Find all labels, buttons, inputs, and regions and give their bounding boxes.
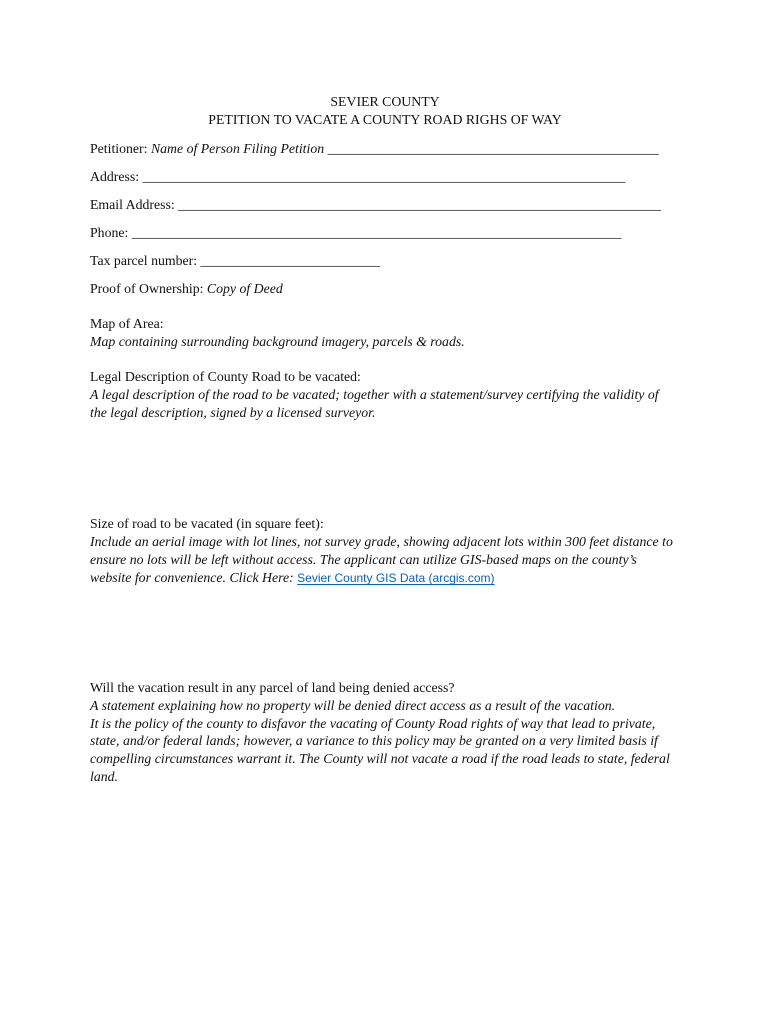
phone-label: Phone: xyxy=(90,225,129,240)
size-description-line: website for convenience. Click Here: xyxy=(90,570,294,585)
legal-description-line: A legal description of the road to be vacated; together with a statement/survey certifying the validity of xyxy=(90,387,659,402)
access-description-line: compelling circumstances warrant it. The County will not vacate a road if the road leads to state, federal xyxy=(90,751,670,767)
address-label: Address: xyxy=(90,169,140,184)
petitioner-label: Petitioner: xyxy=(90,141,148,156)
address-line xyxy=(90,168,625,186)
phone-blank: _______________________________________________________________________ xyxy=(131,225,622,240)
size-section xyxy=(90,515,673,587)
tax-parcel-blank: __________________________ xyxy=(200,253,380,268)
proof-of-ownership-line xyxy=(90,280,283,298)
gis-data-link[interactable]: Sevier County GIS Data (arcgis.com) xyxy=(297,571,495,585)
map-section xyxy=(90,315,465,351)
county-name: SEVIER COUNTY xyxy=(330,94,440,109)
tax-parcel-label: Tax parcel number: xyxy=(90,253,198,268)
size-description-line: ensure no lots will be left without access. The applicant can utilize GIS-based maps on the county’s xyxy=(90,552,637,567)
petitioner-blank: ________________________________________________ xyxy=(327,141,659,156)
address-blank: ______________________________________________________________________ xyxy=(142,169,626,184)
legal-section xyxy=(90,368,659,422)
legal-description-line: the legal description, signed by a licensed surveyor. xyxy=(90,405,376,420)
access-description-line: A statement explaining how no property will be denied direct access as a result of the vacation. xyxy=(90,697,616,713)
tax-parcel-line xyxy=(90,252,380,270)
access-description-line: It is the policy of the county to disfavor the vacating of County Road rights of way that lead to private, xyxy=(90,715,656,731)
legal-heading: Legal Description of County Road to be vacated: xyxy=(90,369,361,384)
map-description: Map containing surrounding background imagery, parcels & roads. xyxy=(90,334,465,349)
access-description-line: land. xyxy=(90,768,118,784)
email-label: Email Address: xyxy=(90,197,175,212)
proof-label: Proof of Ownership: xyxy=(90,281,204,296)
size-heading: Size of road to be vacated (in square feet): xyxy=(90,516,324,531)
size-description-link-line xyxy=(90,569,673,587)
proof-hint: Copy of Deed xyxy=(206,281,283,296)
map-heading: Map of Area: xyxy=(90,316,164,331)
phone-line xyxy=(90,224,622,242)
email-line xyxy=(90,196,661,214)
access-heading: Will the vacation result in any parcel of land being denied access? xyxy=(90,680,455,695)
document-title xyxy=(0,93,770,129)
size-description-line: Include an aerial image with lot lines, not survey grade, showing adjacent lots within 300 feet distance to xyxy=(90,534,673,549)
petitioner-line xyxy=(90,140,659,158)
petition-title: PETITION TO VACATE A COUNTY ROAD RIGHS OF WAY xyxy=(208,112,562,127)
access-description-line: state, and/or federal lands; however, a variance to this policy may be granted on a very limited basis if xyxy=(90,733,658,749)
petitioner-hint: Name of Person Filing Petition xyxy=(150,141,325,156)
email-blank: ______________________________________________________________________ xyxy=(178,197,662,212)
access-section xyxy=(90,679,670,786)
